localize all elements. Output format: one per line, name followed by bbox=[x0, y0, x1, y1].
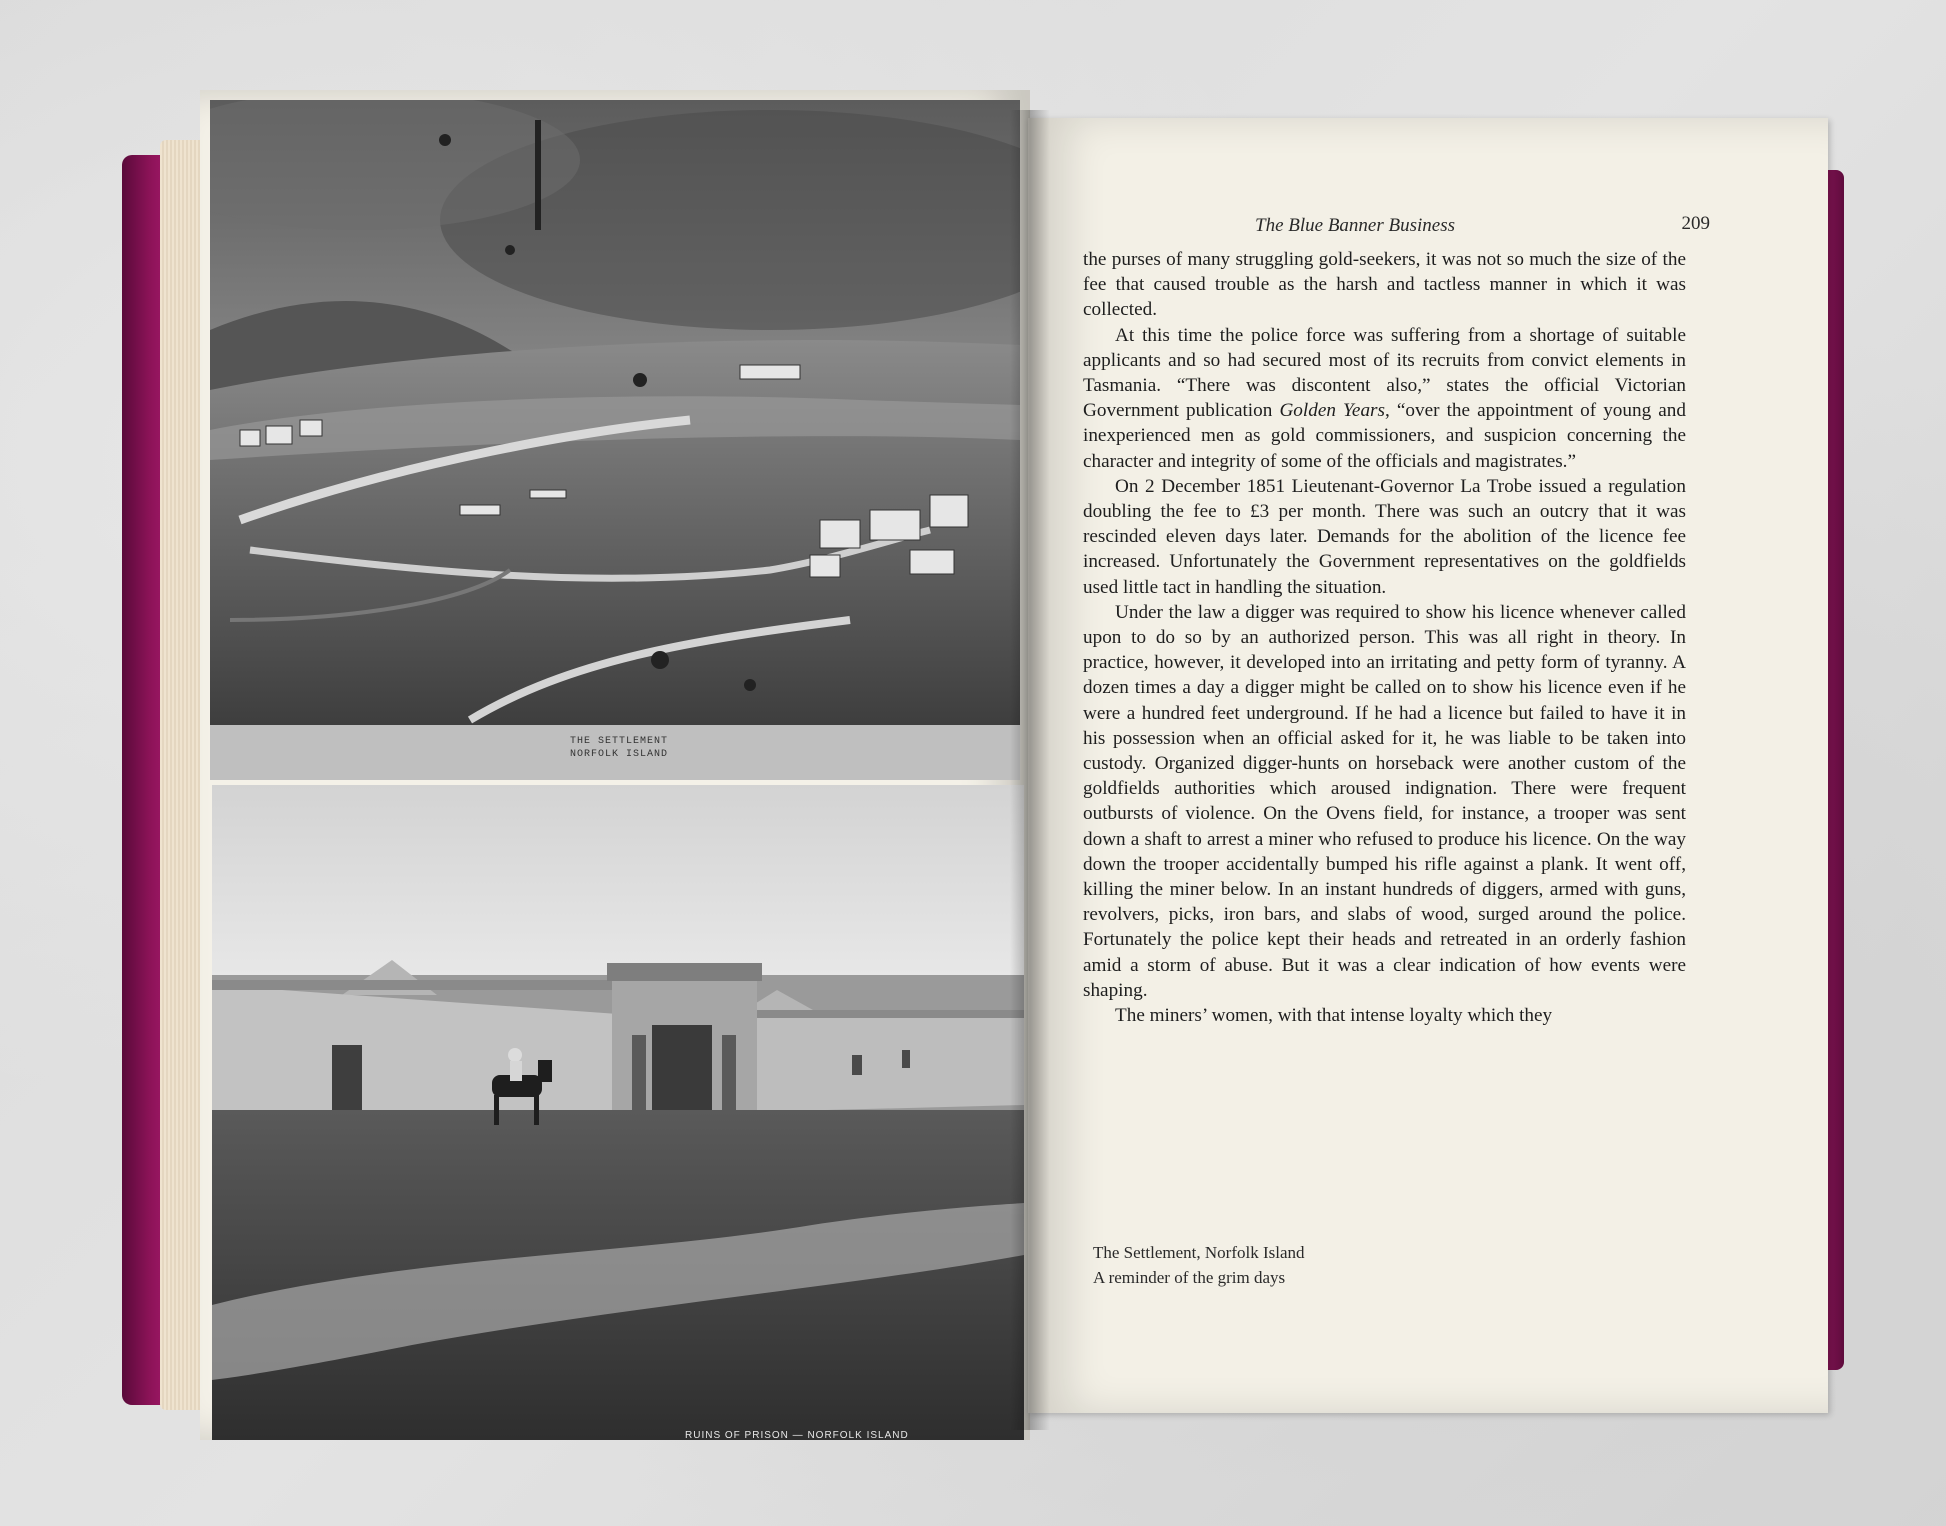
prison-ruins-photo bbox=[212, 785, 1024, 1440]
painting-inscription-line1: THE SETTLEMENT bbox=[570, 736, 669, 747]
paragraph-2-part-a: At this time the police force was suffering from a shortage of suitable applicants and so had secured most of its recruits from convict elements in Tasmania. “There was discontent also,” states the official Victorian Government publication bbox=[1083, 324, 1686, 422]
paragraph-4: Under the law a digger was required to show his licence whenever called upon to do so by an authorized person. This was all right in theory. In practice, however, it developed into an irritating and petty form of tyranny. A dozen times a day a digger might be called on to show his licence even if he were a hundred feet underground. If he had a licence but failed to have it in his possession when an official asked for it, he was liable to be taken into custody. Organized digger-hunts on horseback were another custom of the goldfields authorities which aroused indignation. There were frequent outbursts of violence. On the Ovens field, for instance, a trooper was sent down a shaft to arrest a miner who refused to produce his licence. On the way down the trooper accidentally bumped his rifle against a plank. It went off, killing the miner below. In an instant hundreds of diggers, armed with guns, revolvers, picks, iron bars, and slabs of wood, surged around the police. Fortunately the police kept their heads and retreated in an orderly fashion amid a storm of abuse. But it was a clear indication of how events were shaping. bbox=[1083, 601, 1686, 1001]
painting-inscription-line2: NORFOLK ISLAND bbox=[570, 749, 669, 760]
photo-captions bbox=[1093, 1240, 1593, 1290]
book-gutter-shadow bbox=[1010, 110, 1050, 1430]
settlement-painting-photo bbox=[210, 100, 1020, 780]
caption-grim-days: A reminder of the grim days bbox=[1093, 1268, 1286, 1287]
paragraph-3: On 2 December 1851 Lieutenant-Governor La Trobe issued a regulation doubling the fee to £3 per month. There was such an outcry that it was rescinded eleven days later. Demands for the abolition of the licence fee increased. Unfortunately the Government representatives on the goldfields used little tact in handling the situation. bbox=[1083, 475, 1686, 598]
painting-inscription bbox=[570, 735, 690, 761]
page-body-text bbox=[1083, 247, 1686, 1028]
caption-settlement: The Settlement, Norfolk Island bbox=[1093, 1243, 1305, 1262]
paragraph-1: the purses of many struggling gold-seekers, it was not so much the size of the fee that caused trouble as the harsh and tactless manner in which it was collected. bbox=[1083, 249, 1686, 321]
paragraph-2 bbox=[1083, 323, 1686, 474]
paragraph-5: The miners’ women, with that intense loyalty which they bbox=[1115, 1005, 1553, 1027]
paragraph-2-part-b: , “over the appointment of young and inexperienced men as gold commissioners, and suspicion concerning the character and integrity of some of the officials and magistrates.” bbox=[1083, 400, 1686, 472]
prison-photo-inscription: RUINS OF PRISON — NORFOLK ISLAND bbox=[685, 1430, 909, 1441]
page-number: 209 bbox=[1681, 213, 1710, 234]
running-head: The Blue Banner Business bbox=[1255, 215, 1456, 236]
book-title-golden-years: Golden Years bbox=[1279, 400, 1385, 422]
